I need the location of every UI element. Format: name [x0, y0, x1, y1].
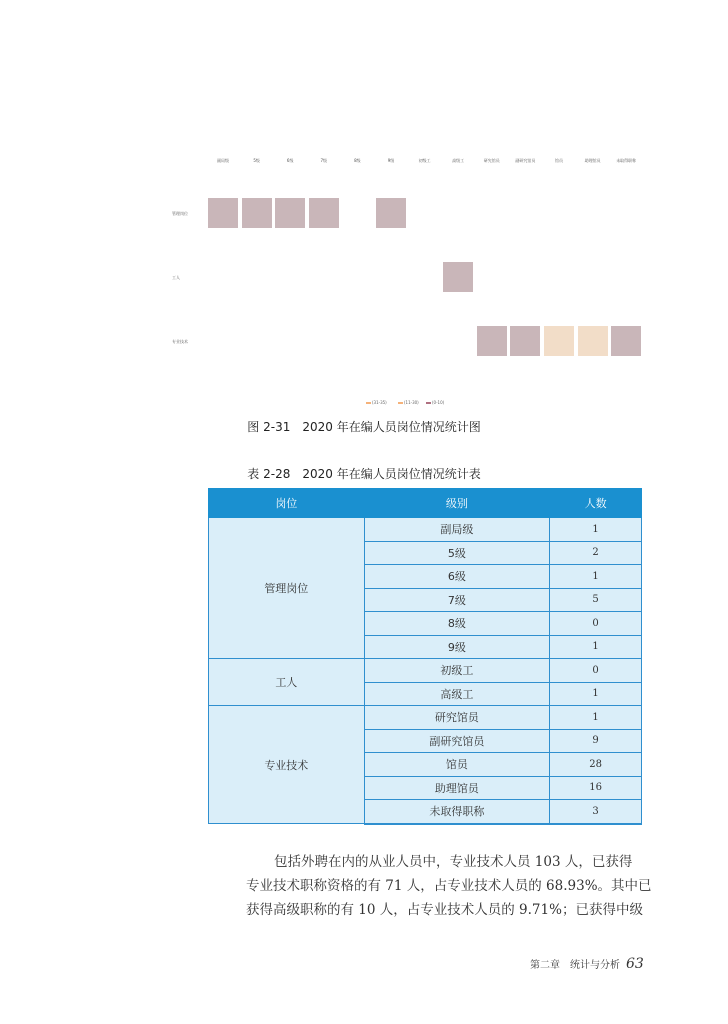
level-cell: 8级: [364, 612, 550, 636]
heatmap-cell: [611, 326, 641, 356]
count-cell: 0: [550, 612, 642, 636]
table-caption: 表 2-28 2020 年在编人员岗位情况统计表: [247, 467, 481, 481]
heatmap-column-label: 助理馆员: [584, 158, 601, 163]
level-cell: 副局级: [364, 518, 550, 542]
group-cell: 管理岗位: [209, 518, 365, 659]
heatmap-cell: [578, 326, 608, 356]
heatmap-column-label: 7级: [320, 158, 328, 163]
heatmap-cell: [208, 198, 238, 228]
page-number: 63: [626, 956, 644, 972]
level-cell: 7级: [364, 588, 550, 612]
table-header-row: [209, 489, 642, 518]
statistics-table: [208, 488, 642, 825]
legend-item-high: [366, 400, 387, 405]
level-cell: 初级工: [364, 659, 550, 683]
heatmap-row-label: 工人: [172, 275, 180, 280]
heatmap-row-label: 专业技术: [172, 339, 188, 344]
table-row: [209, 659, 642, 683]
header-cell: 岗位: [209, 489, 365, 518]
legend-item-mid: [398, 400, 419, 405]
legend-label: (0-10): [432, 400, 445, 405]
legend-label: (31-35): [372, 400, 387, 405]
count-cell: 5: [550, 588, 642, 612]
legend-swatch: [426, 402, 431, 404]
level-cell: 馆员: [364, 753, 550, 777]
legend-label: (11-30): [404, 400, 419, 405]
heatmap-column-label: 8级: [354, 158, 361, 163]
heatmap-cell: [443, 262, 473, 292]
heatmap-cell: [510, 326, 540, 356]
level-cell: 9级: [364, 635, 550, 659]
level-cell: 6级: [364, 565, 550, 589]
heatmap-cell: [242, 198, 272, 228]
table-row: [209, 706, 642, 730]
level-cell: 未取得职称: [364, 800, 550, 824]
chapter-title: 第二章 统计与分析: [530, 960, 620, 971]
heatmap-cell: [544, 326, 574, 356]
chart-legend: [360, 400, 460, 408]
heatmap-column-label: 5级: [253, 158, 260, 163]
level-cell: 副研究馆员: [364, 729, 550, 753]
count-cell: 1: [550, 565, 642, 589]
table-row: [209, 518, 642, 542]
heatmap-column-label: 馆员: [555, 158, 563, 163]
count-cell: 3: [550, 800, 642, 824]
count-cell: 9: [550, 729, 642, 753]
legend-item-low: [426, 400, 444, 405]
legend-swatch: [398, 402, 403, 404]
heatmap-column-label: 副局级: [217, 158, 229, 163]
count-cell: 1: [550, 518, 642, 542]
header-cell: 人数: [550, 489, 642, 518]
count-cell: 28: [550, 753, 642, 777]
heatmap-column-label: 初级工: [418, 158, 431, 163]
count-cell: 1: [550, 682, 642, 706]
heatmap-column-label: 研究馆员: [483, 158, 500, 163]
page-footer: [530, 956, 644, 972]
body-text-line: 专业技术职称资格的有 71 人，占专业技术人员的 68.93%。其中已: [246, 878, 652, 894]
heatmap-column-label: 副研究馆员: [515, 158, 536, 163]
header-cell: 级别: [364, 489, 550, 518]
heatmap-column-label: 9级: [387, 158, 395, 163]
level-cell: 5级: [364, 541, 550, 565]
count-cell: 0: [550, 659, 642, 683]
heatmap-column-label: 高级工: [452, 158, 465, 163]
count-cell: 1: [550, 635, 642, 659]
heatmap-cell: [376, 198, 406, 228]
group-cell: 专业技术: [209, 706, 365, 824]
body-text-line: 包括外聘在内的从业人员中，专业技术人员 103 人，已获得: [274, 854, 633, 870]
body-text-line: 获得高级职称的有 10 人，占专业技术人员的 9.71%；已获得中级: [246, 902, 643, 918]
count-cell: 1: [550, 706, 642, 730]
level-cell: 高级工: [364, 682, 550, 706]
group-cell: 工人: [209, 659, 365, 706]
heatmap-cell: [309, 198, 339, 228]
count-cell: 2: [550, 541, 642, 565]
level-cell: 助理馆员: [364, 776, 550, 800]
legend-swatch: [366, 402, 371, 404]
heatmap-column-label: 未取得职称: [616, 158, 637, 163]
level-cell: 研究馆员: [364, 706, 550, 730]
heatmap-cell: [275, 198, 305, 228]
heatmap-row-label: 管理岗位: [172, 211, 188, 216]
heatmap-column-label: 6级: [286, 158, 294, 163]
figure-caption: 图 2-31 2020 年在编人员岗位情况统计图: [247, 420, 481, 434]
count-cell: 16: [550, 776, 642, 800]
heatmap-cell: [477, 326, 507, 356]
